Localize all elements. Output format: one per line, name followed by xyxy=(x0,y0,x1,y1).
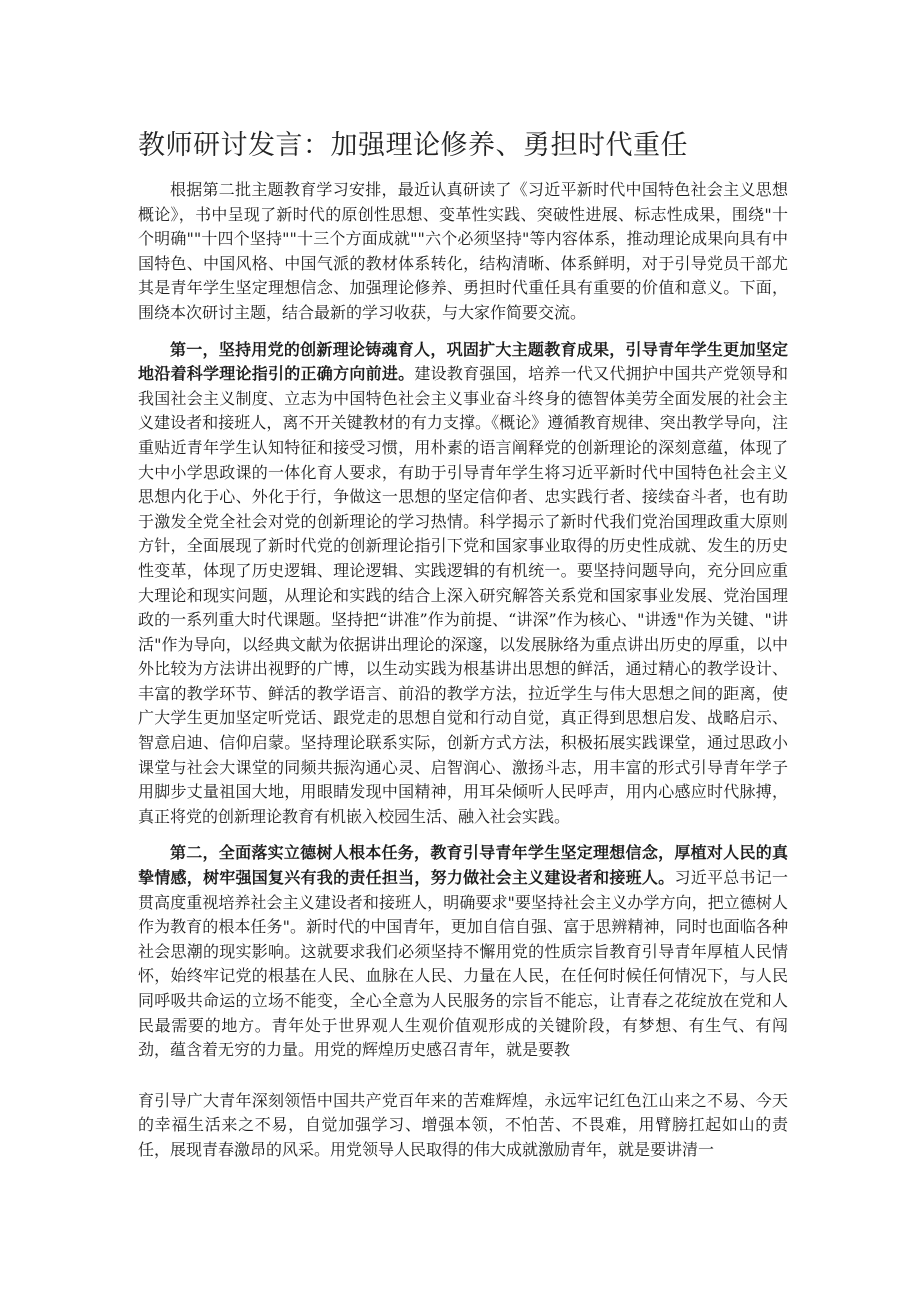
paragraph-first-point xyxy=(138,338,788,830)
paragraph-first-point-text: 建设教育强国，培养一代又代拥护中国共产党领导和我国社会主义制度、立志为中国特色社会主义事业奋斗终身的德智体美劳全面发展的社会主义建设者和接班人，离不开关键教材的有力支撑。《概论》遵循教育规律、突出教学导向，注重贴近青年学生认知特征和接受习惯，用朴素的语言阐释党的创新理论的深刻意蕴，体现了大中小学思政课的一体化育人要求，有助于引导青年学生将习近平新时代中国特色社会主义思想内化于心、外化于行，争做这一思想的坚定信仰者、忠实践行者、接续奋斗者，也有助于激发全党全社会对党的创新理论的学习热情。科学揭示了新时代我们党治国理政重大原则方针，全面展现了新时代党的创新理论指引下党和国家事业取得的历史性成就、发生的历史性变革，体现了历史逻辑、理论逻辑、实践逻辑的有机统一。要坚持问题导向，充分回应重大理论和现实问题，从理论和实践的结合上深入研究解答关系党和国家事业发展、党治国理政的一系列重大时代课题。坚持把“讲准”作为前提、“讲深”作为核心、"讲透"作为关键、"讲活"作为导向，以经典文献为依据讲出理论的深邃，以发展脉络为重点讲出历史的厚重，以中外比较为方法讲出视野的广博，以生动实践为根基讲出思想的鲜活，通过精心的教学设计、丰富的教学环节、鲜活的教学语言、前沿的教学方法，拉近学生与伟大思想之间的距离，使广大学生更加坚定听党话、跟党走的思想自觉和行动自觉，真正得到思想启发、战略启示、智意启迪、信仰启蒙。坚持理论联系实际，创新方式方法，积极拓展实践课堂，通过思政小课堂与社会大课堂的同频共振沟通心灵、启智润心、激扬斗志，用丰富的形式引导青年学子用脚步丈量祖国大地，用眼睛发现中国精神，用耳朵倾听人民呼声，用内心感应时代脉搏，真正将党的创新理论教育有机嵌入校园生活、融入社会实践。 xyxy=(138,364,788,826)
paragraph-second-point xyxy=(138,841,788,1062)
paragraph-second-point-lead: 第二，全面落实立德树人根本任务，教育引导青年学生坚定理想信念，厚植对人民的真挚情感，树牢强国复兴有我的责任担当，努力做社会主义建设者和接班人。 xyxy=(138,843,788,888)
paragraph-intro-text: 根据第二批主题教育学习安排，最近认真研读了《习近平新时代中国特色社会主义思想概论》，书中呈现了新时代的原创性思想、变革性实践、突破性进展、标志性成果，围绕"十个明确""十四个坚持""十三个方面成就""六个必须坚持"等内容体系，推动理论成果向具有中国特色、中国风格、中国气派的教材体系转化，结构清晰、体系鲜明，对于引导党员干部尤其是青年学生坚定理想信念、加强理论修养、勇担时代重任具有重要的价值和意义。下面，围绕本次研讨主题，结合最新的学习收获，与大家作简要交流。 xyxy=(138,180,788,322)
document-title: 教师研讨发言：加强理论修养、勇担时代重任 xyxy=(138,130,688,161)
paragraph-first-point-lead: 第一，坚持用党的创新理论铸魂育人，巩固扩大主题教育成果，引导青年学生更加坚定地沿着科学理论指引的正确方向前进。 xyxy=(138,339,788,384)
paragraph-continuation-text: 育引导广大青年深刻领悟中国共产党百年来的苦难辉煌，永远牢记红色江山来之不易、今天的幸福生活来之不易，自觉加强学习、增强本领，不怕苦、不畏难，用臂膀扛起如山的责任，展现青春激昂的风采。用党领导人民取得的伟大成就激励青年，就是要讲清一 xyxy=(138,1090,788,1159)
paragraph-continuation xyxy=(138,1089,788,1163)
paragraph-intro xyxy=(138,178,788,326)
document-page xyxy=(138,126,788,1163)
paragraph-second-point-text: 习近平总书记一贯高度重视培养社会主义建设者和接班人，明确要求"要坚持社会主义办学方向，把立德树人作为教育的根本任务"。新时代的中国青年，更加自信自强、富于思辨精神，同时也面临各种社会思潮的现实影响。这就要求我们必须坚持不懈用党的性质宗旨教育引导青年厚植人民情怀，始终牢记党的根基在人民、血脉在人民、力量在人民，在任何时候任何情况下，与人民同呼吸共命运的立场不能变，全心全意为人民服务的宗旨不能忘，让青春之花绽放在党和人民最需要的地方。青年处于世界观人生观价值观形成的关键阶段，有梦想、有生气、有闯劲，蕴含着无穷的力量。用党的辉煌历史感召青年，就是要教 xyxy=(138,868,788,1060)
